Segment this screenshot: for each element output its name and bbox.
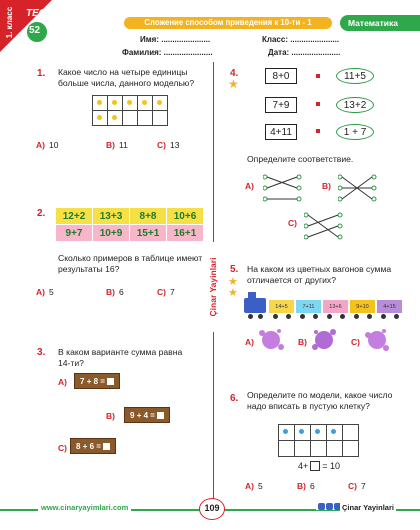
subject-label: Математика xyxy=(348,18,398,28)
q6-number: 6. xyxy=(230,393,239,404)
locomotive xyxy=(244,298,266,313)
grade-label: 1. класс xyxy=(5,6,15,39)
q4-option-a-lines xyxy=(263,174,303,204)
q6-equation: 4+ = 10 xyxy=(298,461,341,471)
page-title: Сложение способом приведения к 10-ти - 1 xyxy=(144,18,312,27)
q6-empty-box[interactable] xyxy=(310,461,320,471)
q4-dot xyxy=(316,129,320,133)
star-icon: ★ xyxy=(228,276,238,288)
surname-field[interactable]: Фамилия: ...................... xyxy=(122,48,213,57)
paint-splash-icon xyxy=(311,327,337,353)
q1-ten-frame xyxy=(92,95,167,125)
name-field[interactable]: Имя: ...................... xyxy=(140,35,211,44)
paint-splash-icon xyxy=(258,327,284,353)
q6-text: Определите по модели, какое число надо вписать в пустую клетку? xyxy=(247,390,393,411)
q4-right-1: 11+5 xyxy=(336,68,374,84)
q4-option-b-lines xyxy=(338,174,378,204)
q2-option-b[interactable]: B) 6 xyxy=(106,287,124,297)
q4-number: 4. xyxy=(230,68,239,79)
q3-sign-c: 8 + 6 = xyxy=(70,438,116,454)
test-word: ТЕСТ xyxy=(26,8,52,19)
q4-right-3: 1 + 7 xyxy=(336,124,374,140)
wagon: 9+10 xyxy=(350,300,375,313)
q2-option-a[interactable]: A) 5 xyxy=(36,287,54,297)
q1-option-a[interactable]: A) 10 xyxy=(36,140,59,150)
star-icon: ★ xyxy=(228,287,238,299)
instagram-icon[interactable] xyxy=(318,503,325,510)
q1-number: 1. xyxy=(37,68,46,79)
locomotive-cab xyxy=(248,292,256,299)
q1-text: Какое число на четыре единицы больше числа, данного моделью? xyxy=(58,67,195,88)
q4-left-2: 7+9 xyxy=(265,97,297,113)
class-field[interactable]: Класс: ...................... xyxy=(262,35,340,44)
q4-dot xyxy=(316,102,320,106)
q4-left-1: 8+0 xyxy=(265,68,297,84)
q5-text: На каком из цветных вагонов сумма отличается от других? xyxy=(247,264,392,285)
tile: 16+1 xyxy=(167,225,203,241)
q3-text: В каком варианте сумма равна 14-ти? xyxy=(58,347,183,368)
side-brand: Çinar Yayinlari xyxy=(208,242,218,332)
tile: 8+8 xyxy=(130,208,166,224)
q2-number: 2. xyxy=(37,208,46,219)
q3-option-a[interactable]: A) xyxy=(58,377,67,387)
q4-text: Определите соответствие. xyxy=(247,154,354,164)
wagon: 14+5 xyxy=(269,300,294,313)
tile: 15+1 xyxy=(130,225,166,241)
q4-option-a[interactable]: A) xyxy=(245,181,254,191)
tile: 10+9 xyxy=(93,225,129,241)
date-field[interactable]: Дата: ...................... xyxy=(268,48,341,57)
q3-number: 3. xyxy=(37,347,46,358)
q2-text: Сколько примеров в таблице имеют результаты 16? xyxy=(58,253,203,274)
q2-option-c[interactable]: C) 7 xyxy=(157,287,175,297)
page-number: 109 xyxy=(204,503,220,513)
wagon: 13+6 xyxy=(323,300,348,313)
q5-number: 5. xyxy=(230,264,239,275)
tile: 9+7 xyxy=(56,225,92,241)
q4-dot xyxy=(316,74,320,78)
q3-option-c[interactable]: C) xyxy=(58,443,67,453)
test-number: 52 xyxy=(29,25,41,36)
q4-option-b[interactable]: B) xyxy=(322,181,331,191)
q1-option-c[interactable]: C) 13 xyxy=(157,140,180,150)
q6-option-b[interactable]: B) 6 xyxy=(297,481,315,491)
q3-option-b[interactable]: B) xyxy=(106,411,115,421)
tile: 12+2 xyxy=(56,208,92,224)
q5-option-c[interactable]: C) xyxy=(351,337,360,347)
q4-option-c[interactable]: C) xyxy=(288,218,297,228)
q3-sign-b: 9 + 4 = xyxy=(124,407,170,423)
footer-brand: Çinar Yayinlari xyxy=(342,503,394,512)
q1-option-b[interactable]: B) 11 xyxy=(106,140,128,150)
wagon: 4+15 xyxy=(377,300,402,313)
q6-option-c[interactable]: C) 7 xyxy=(348,481,366,491)
footer-url[interactable]: www.cinaryayimlari.com xyxy=(38,503,131,512)
facebook-icon[interactable] xyxy=(326,503,333,510)
paint-splash-icon xyxy=(364,327,390,353)
q6-ten-frame xyxy=(278,424,358,456)
q2-table xyxy=(56,208,204,242)
tile: 10+6 xyxy=(167,208,203,224)
q5-train xyxy=(244,292,416,322)
q4-option-c-lines xyxy=(304,212,344,242)
test-badge xyxy=(22,8,52,42)
social-icons xyxy=(316,503,343,510)
q3-sign-a: 7 + 8 = xyxy=(74,373,120,389)
tile: 13+3 xyxy=(93,208,129,224)
q4-right-2: 13+2 xyxy=(336,97,374,113)
star-icon: ★ xyxy=(228,77,239,91)
q4-left-3: 4+11 xyxy=(265,124,297,140)
q5-option-b[interactable]: B) xyxy=(298,337,307,347)
q6-option-a[interactable]: A) 5 xyxy=(245,481,263,491)
q5-option-a[interactable]: A) xyxy=(245,337,254,347)
wagon: 7+11 xyxy=(296,300,321,313)
